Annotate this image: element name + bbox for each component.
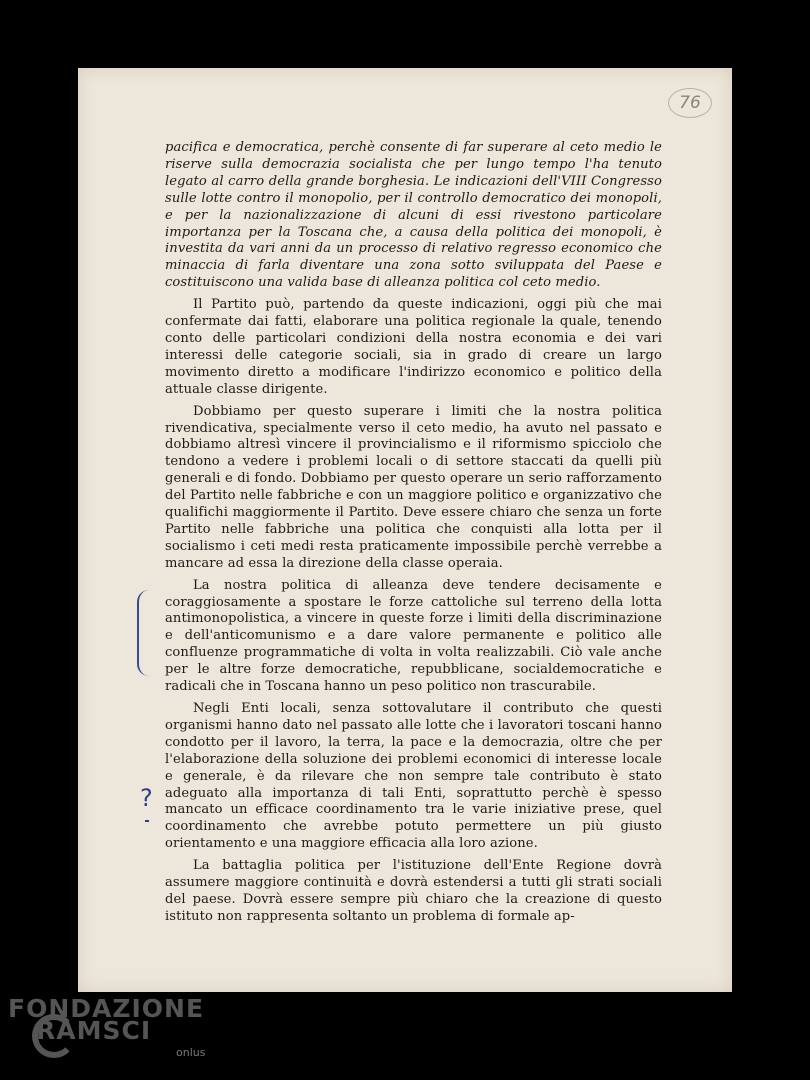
paragraph: La battaglia politica per l'istituzione dell'Ente Regione dovrà assumere maggiore continuità e dovrà estendersi a tutti gli strati sociali del paese. Dovrà essere sempre più chiaro che la creazione di questo istituto non rappresenta soltanto un problema di formale ap-	[165, 858, 662, 924]
paragraph: Negli Enti locali, senza sottovalutare il contributo che questi organismi hanno dato nel passato alle lotte che i lavoratori toscani hanno condotto per il lavoro, la terra, la pace e la democrazia, oltre che per l'elaborazione della soluzione dei problemi economici di interesse locale e generale, è da rilevare che non sempre tale contributo è stato adeguato alla importanza di tali Enti, soprattutto perchè è spesso mancato un efficace coordinamento tra le varie iniziative prese, quel coordinamento che avrebbe potuto permettere un più giusto orientamento e una maggiore efficacia alla loro azione.	[165, 701, 662, 852]
paragraph: pacifica e democratica, perchè consente di far superare al ceto medio le riserve sulla democrazia socialista che per lungo tempo l'ha tenuto legato al carro della grande borghesia. Le indicazioni dell'VIII Congresso sulle lotte contro il monopolio, per il controllo democratico dei monopoli, e per la nazionalizzazione di alcuni di essi rivestono particolare importanza per la Toscana che, a causa della politica dei monopoli, è investita da vari anni da un processo di relativo regresso economico che minaccia di farla diventare una zona sotto sviluppata del Paese e costituiscono una valida base di alleanza politica col ceto medio.	[165, 140, 662, 291]
document-body	[165, 140, 662, 931]
handwritten-question-mark: ?	[140, 784, 153, 812]
handwritten-bracket	[137, 590, 153, 676]
logo-suffix: onlus	[176, 1046, 206, 1059]
logo-line2: RAMSCI	[36, 1016, 152, 1045]
paragraph: Dobbiamo per questo superare i limiti che la nostra politica rivendicativa, specialmente verso il ceto medio, ha avuto nel passato e dobbiamo altresì vincere il provincialismo e il riformismo spicciolo che tendono a vedere i problemi locali o di settore staccati da quelli più generali e di fondo. Dobbiamo per questo operare un serio rafforzamento del Partito nelle fabbriche e con un maggiore politico e organizzativo che qualifichi maggiormente il Partito. Deve essere chiaro che senza un forte Partito nelle fabbriche una politica che conquisti alla lotta per il socialismo i ceti medi resta praticamente impossibile perchè verrebbe a mancare ad essa la direzione della classe operaia.	[165, 403, 662, 571]
page-number-stamp: 76	[668, 88, 712, 118]
paragraph: Il Partito può, partendo da queste indicazioni, oggi più che mai confermate dai fatti, elaborare una politica regionale la quale, tenendo conto delle particolari condizioni della nostra economia e dei vari interessi delle categorie sociali, sia in grado di creare un largo movimento diretto a modificare l'indirizzo economico e politico della attuale classe dirigente.	[165, 297, 662, 397]
paragraph: La nostra politica di alleanza deve tendere decisamente e coraggiosamente a spostare le forze cattoliche sul terreno della lotta antimonopolistica, a vincere in queste forze i limiti della discriminazione e dell'anticomunismo e a dare valore permanente e politico alle confluenze programmatiche di volta in volta realizzabili. Ciò vale anche per le altre forze democratiche, repubblicane, socialdemocratiche e radicali che in Toscana hanno un peso politico non trascurabile.	[165, 577, 662, 695]
handwritten-dot	[145, 820, 149, 822]
logo-line1: FONDAZIONE	[8, 994, 205, 1023]
fondazione-gramsci-logo	[8, 992, 208, 1072]
